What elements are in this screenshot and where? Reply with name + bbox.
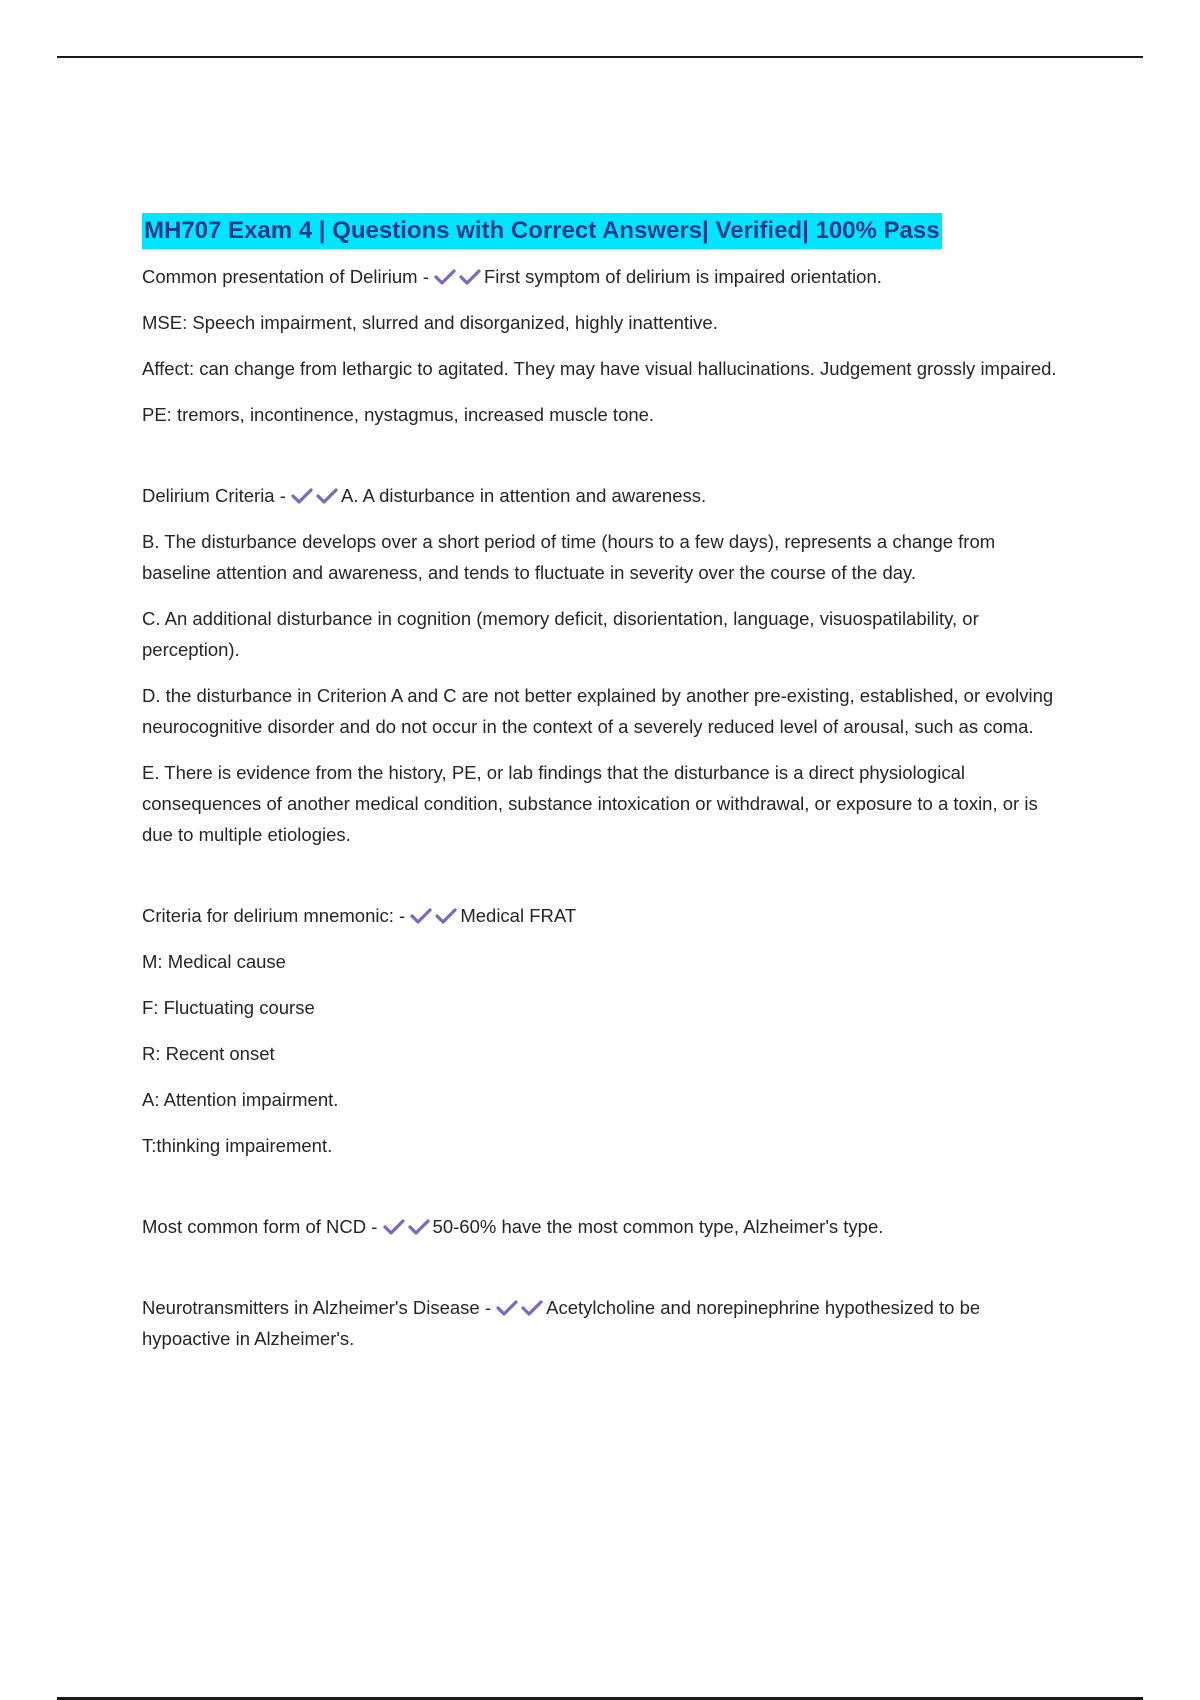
question-text: Most common form of NCD - — [142, 1216, 383, 1237]
section-spacer — [142, 1257, 1062, 1292]
answer-line: A: Attention impairment. — [142, 1089, 339, 1110]
checkmark-icon — [521, 1299, 543, 1317]
answer-text: First symptom of delirium is impaired orientation. — [484, 266, 882, 287]
checkmark-icon — [316, 487, 338, 505]
qa-item-neurotransmitters-alzheimers — [142, 1292, 1062, 1354]
answer-text: A. A disturbance in attention and awareness. — [341, 485, 707, 506]
qa-item-delirium-criteria — [142, 480, 1062, 511]
qa-item-delirium-presentation — [142, 261, 1062, 292]
checkmark-icon — [408, 1218, 430, 1236]
answer-line: D. the disturbance in Criterion A and C are not better explained by another pre-existing, established, or evolving neurocognitive disorder and do not occur in the context of a severely reduced level of arousal, such as coma. — [142, 685, 1054, 737]
checkmark-icon — [434, 268, 456, 286]
answer-line: B. The disturbance develops over a short period of time (hours to a few days), represents a change from baseline attention and awareness, and tends to fluctuate in severity over the course of the day. — [142, 531, 996, 583]
section-spacer — [142, 445, 1062, 480]
document-title: MH707 Exam 4 | Questions with Correct Answers| Verified| 100% Pass — [142, 213, 942, 249]
section-spacer — [142, 1176, 1062, 1211]
answer-line: Affect: can change from lethargic to agitated. They may have visual hallucinations. Judgement grossly impaired. — [142, 358, 1057, 379]
question-text: Common presentation of Delirium - — [142, 266, 434, 287]
qa-item-delirium-mnemonic — [142, 900, 1062, 931]
answer-line: F: Fluctuating course — [142, 997, 315, 1018]
checkmark-icon — [459, 268, 481, 286]
answer-text: Medical FRAT — [460, 905, 577, 926]
answer-line: C. An additional disturbance in cognition (memory deficit, disorientation, language, visuospatilability, or perception). — [142, 608, 979, 660]
answer-line: T:thinking impairement. — [142, 1135, 333, 1156]
answer-text: 50-60% have the most common type, Alzheimer's type. — [432, 1216, 884, 1237]
document-body — [142, 213, 1062, 1369]
answer-line: R: Recent onset — [142, 1043, 275, 1064]
section-spacer — [142, 865, 1062, 900]
answer-line: MSE: Speech impairment, slurred and disorganized, highly inattentive. — [142, 312, 718, 333]
answer-text: Acetylcholine and norepinephrine hypothesized to be hypoactive in Alzheimer's. — [142, 1297, 981, 1349]
checkmark-icon — [383, 1218, 405, 1236]
checkmark-icon — [291, 487, 313, 505]
answer-line: PE: tremors, incontinence, nystagmus, increased muscle tone. — [142, 404, 655, 425]
qa-item-most-common-ncd — [142, 1211, 1062, 1242]
question-text: Criteria for delirium mnemonic: - — [142, 905, 411, 926]
question-text: Neurotransmitters in Alzheimer's Disease - — [142, 1297, 497, 1318]
answer-line: M: Medical cause — [142, 951, 286, 972]
checkmark-icon — [410, 907, 432, 925]
top-rule — [57, 56, 1143, 58]
answer-line: E. There is evidence from the history, PE, or lab findings that the disturbance is a direct physiological consequences of another medical condition, substance intoxication or withdrawal, or exposure to a toxin, or is due to multiple etiologies. — [142, 762, 1038, 845]
question-text: Delirium Criteria - — [142, 485, 292, 506]
checkmark-icon — [496, 1299, 518, 1317]
checkmark-icon — [435, 907, 457, 925]
